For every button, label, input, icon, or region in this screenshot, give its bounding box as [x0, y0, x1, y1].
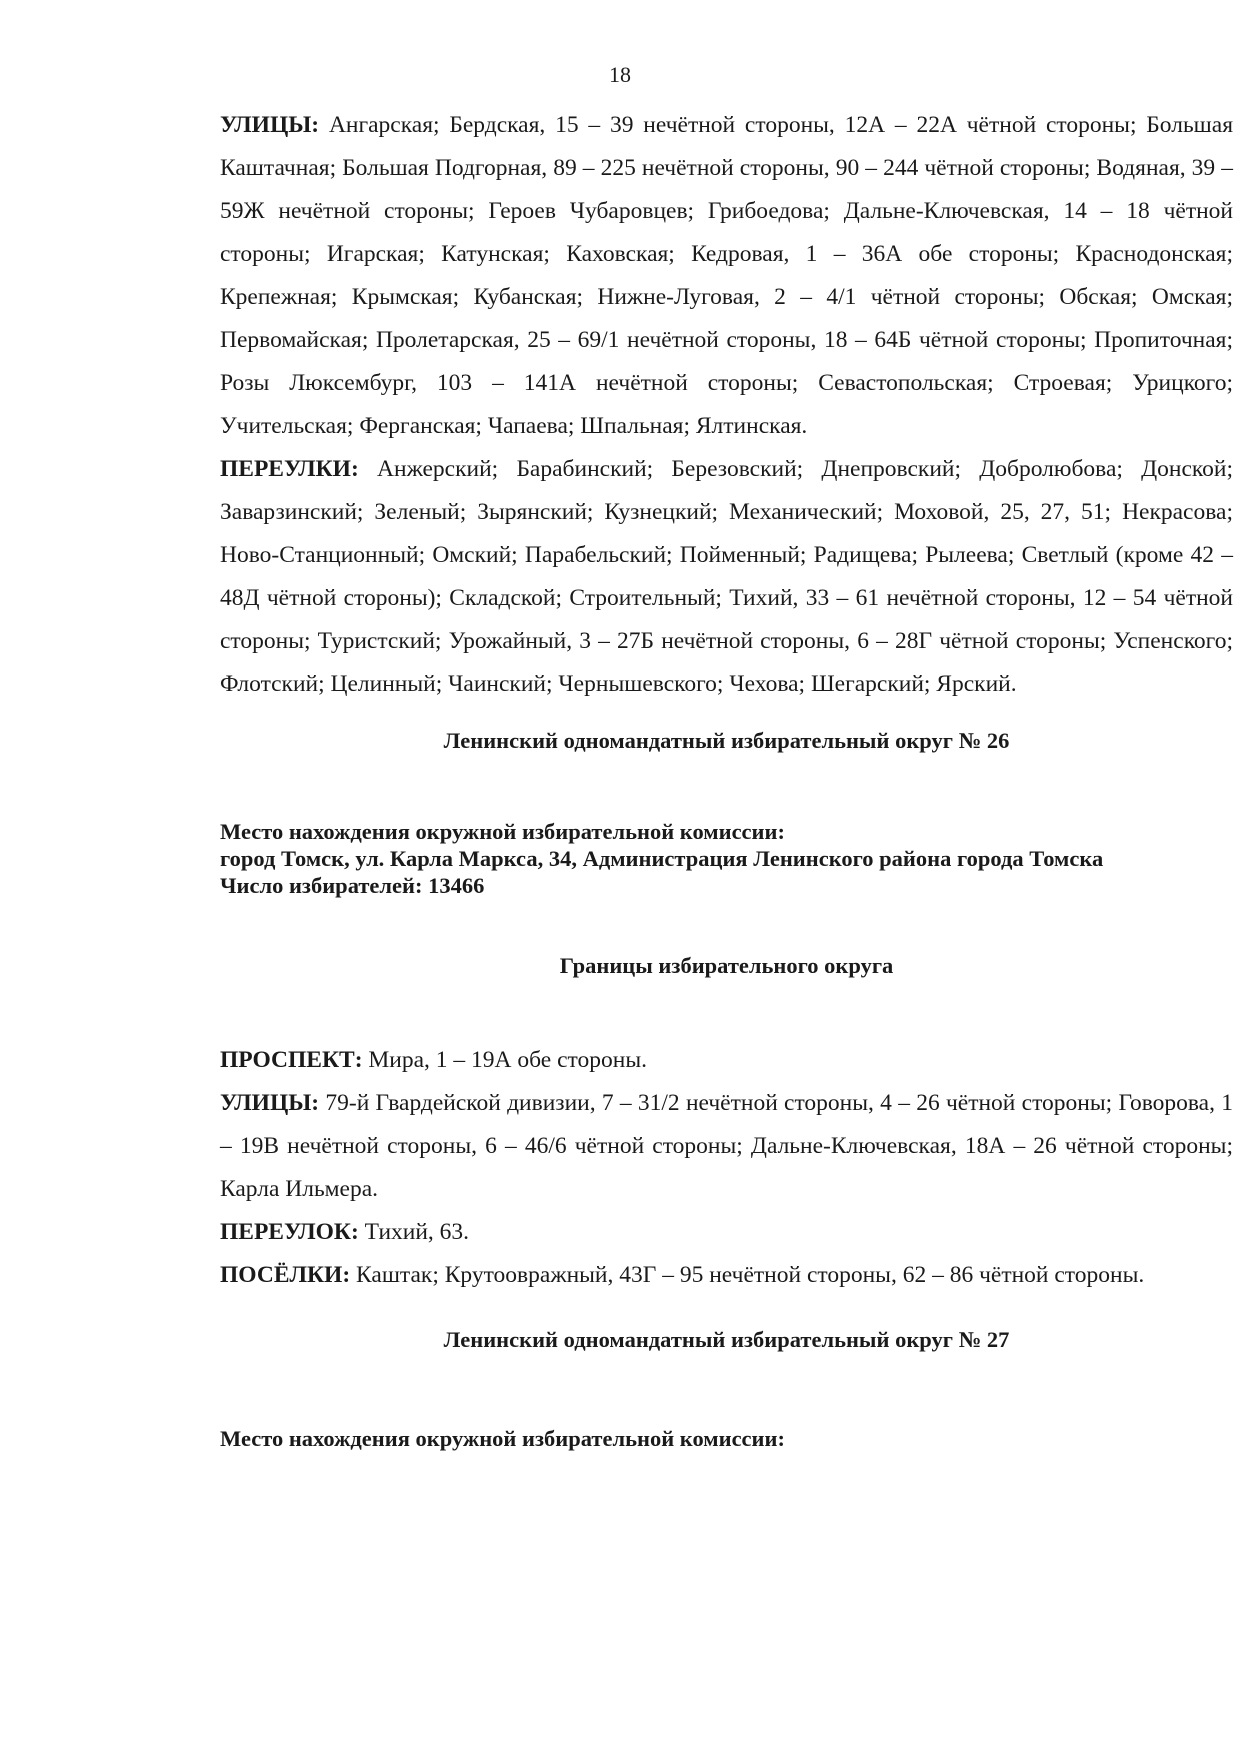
lane-text: Тихий, 63.	[364, 1219, 470, 1245]
district-27-commission-label: Место нахождения окружной избирательной комиссии:	[220, 1426, 785, 1451]
avenue-label: ПРОСПЕКТ:	[220, 1047, 363, 1073]
streets-label: УЛИЦЫ:	[220, 112, 320, 138]
settlements-label: ПОСЁЛКИ:	[220, 1262, 351, 1288]
district-26-voters: Число избирателей: 13466	[220, 873, 485, 898]
document-body	[220, 104, 1233, 1452]
district-26-streets-paragraph	[220, 1082, 1233, 1211]
district-27-title: Ленинский одномандатный избирательный округ № 27	[443, 1327, 1010, 1352]
lane-label: ПЕРЕУЛОК:	[220, 1219, 359, 1245]
settlements-text: Каштак; Крутоовражный, 43Г – 95 нечётной стороны, 62 – 86 чётной стороны.	[356, 1262, 1145, 1288]
streets-paragraph	[220, 104, 1233, 448]
streets-text: Ангарская; Бердская, 15 – 39 нечётной стороны, 12А – 22А чётной стороны; Большая Каштачная; Большая Подгорная, 89 – 225 нечётной стороны, 90 – 244 чётной стороны; Водяная, 39 – 59Ж нечётной стороны; Героев Чубаровцев; Грибоедова; Дальне-Ключевская, 14 – 18 чётной стороны; Игарская; Катунская; Каховская; Кедровая, 1 – 36А обе стороны; Краснодонская; Крепежная; Крымская; Кубанская; Нижне-Луговая, 2 – 4/1 чётной стороны; Обская; Омская; Первомайская; Пролетарская, 25 – 69/1 нечётной стороны, 18 – 64Б чётной стороны; Пропиточная; Розы Люксембург, 103 – 141А нечётной стороны; Севастопольская; Строевая; Урицкого; Учительская; Ферганская; Чапаева; Шпальная; Ялтинская.	[220, 112, 1234, 439]
avenue-text: Мира, 1 – 19А обе стороны.	[368, 1047, 647, 1073]
district-26-title: Ленинский одномандатный избирательный округ № 26	[443, 728, 1010, 753]
lanes-label: ПЕРЕУЛКИ:	[220, 456, 359, 482]
lanes-text: Анжерский; Барабинский; Березовский; Днепровский; Добролюбова; Донской; Заварзинский; Зеленый; Зырянский; Кузнецкий; Механический; Моховой, 25, 27, 51; Некрасова; Ново-Станционный; Омский; Парабельский; Пойменный; Радищева; Рылеева; Светлый (кроме 42 – 48Д чётной стороны); Складской; Строительный; Тихий, 33 – 61 нечётной стороны, 12 – 54 чётной стороны; Туристский; Урожайный, 3 – 27Б нечётной стороны, 6 – 28Г чётной стороны; Успенского; Флотский; Целинный; Чаинский; Чернышевского; Чехова; Шегарский; Ярский.	[220, 456, 1233, 697]
district-26-streets-text: 79-й Гвардейской дивизии, 7 – 31/2 нечётной стороны, 4 – 26 чётной стороны; Говорова, 1 – 19В нечётной стороны, 6 – 46/6 чётной стороны; Дальне-Ключевская, 18А – 26 чётной стороны; Карла Ильмера.	[220, 1090, 1234, 1202]
avenue-paragraph	[220, 1039, 1233, 1082]
district-26-streets-label: УЛИЦЫ:	[220, 1090, 320, 1116]
district-26-borders-title: Границы избирательного округа	[559, 953, 894, 978]
lane-paragraph	[220, 1211, 1233, 1254]
district-26-commission-label: Место нахождения окружной избирательной комиссии:	[220, 819, 785, 844]
lanes-paragraph	[220, 448, 1233, 706]
page-number: 18	[609, 62, 631, 87]
district-26-commission-address: город Томск, ул. Карла Маркса, 34, Администрация Ленинского района города Томска	[220, 846, 1104, 871]
settlements-paragraph	[220, 1254, 1233, 1297]
